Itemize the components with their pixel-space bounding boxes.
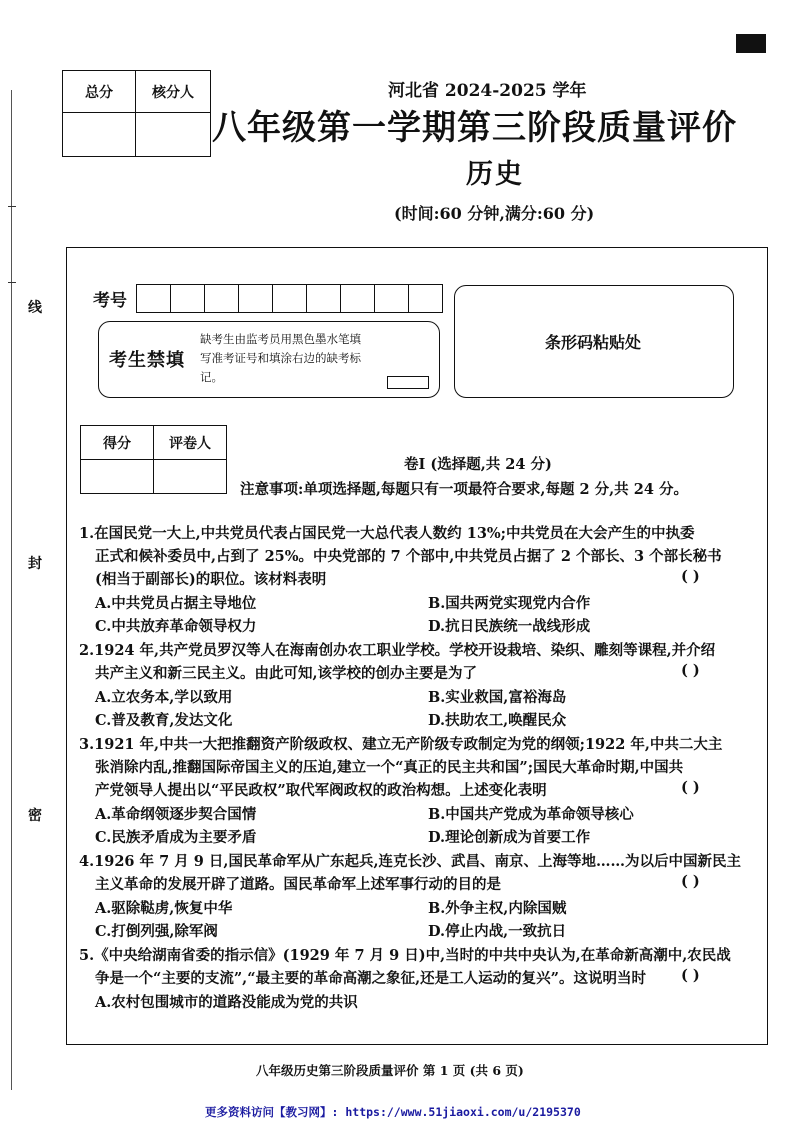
answer-paren[interactable]: ( ) bbox=[681, 779, 700, 796]
barcode-label: 条形码粘贴处 bbox=[545, 333, 642, 352]
answer-paren[interactable]: ( ) bbox=[681, 662, 700, 679]
total-score-table bbox=[62, 70, 211, 157]
option-b: B.国共两党实现党内合作 bbox=[428, 595, 591, 612]
binding-char-xian: 线 bbox=[28, 300, 42, 316]
binding-dash bbox=[8, 282, 16, 283]
question-line: 4.1926 年 7 月 9 日,国民革命军从广东起兵,连克长沙、武昌、南京、上海等地……为以后中国新民主 bbox=[79, 853, 742, 870]
section-score-table bbox=[80, 425, 227, 494]
total-score-cell[interactable] bbox=[63, 113, 136, 157]
option-c: C.民族矛盾成为主要矛盾 bbox=[95, 829, 257, 846]
section-score-cell[interactable] bbox=[81, 460, 154, 494]
option-d: D.理论创新成为首要工作 bbox=[428, 829, 591, 846]
option-b: B.外争主权,内除国贼 bbox=[428, 900, 567, 917]
option-d: D.停止内战,一致抗日 bbox=[428, 923, 567, 940]
exam-number-box[interactable] bbox=[238, 284, 273, 313]
option-a: A.革命纲领逐步契合国情 bbox=[95, 806, 257, 823]
binding-dash bbox=[8, 206, 16, 207]
resource-url[interactable]: 更多资料访问【教习网】: https://www.51jiaoxi.com/u/2195370 bbox=[205, 1105, 581, 1119]
exam-number-label: 考号 bbox=[93, 291, 127, 311]
page-footer: 八年级历史第三阶段质量评价 第 1 页 (共 6 页) bbox=[256, 1063, 524, 1078]
option-b: B.中国共产党成为革命领导核心 bbox=[428, 806, 634, 823]
absence-mark-box[interactable] bbox=[387, 376, 429, 389]
option-a: A.中共党员占据主导地位 bbox=[95, 595, 257, 612]
section-grader-cell[interactable] bbox=[154, 460, 227, 494]
option-b: B.实业救国,富裕海岛 bbox=[428, 689, 567, 706]
question-line: 2.1924 年,共产党员罗汉等人在海南创办农工职业学校。学校开设栽培、染织、雕刻等课程,并介绍 bbox=[79, 642, 716, 659]
binding-char-feng: 封 bbox=[28, 556, 42, 572]
registration-mark bbox=[736, 34, 766, 53]
question-line: 产党领导人提出以“平民政权”取代军阀政权的政治构想。上述变化表明 bbox=[95, 782, 547, 799]
option-a: A.立农务本,学以致用 bbox=[95, 689, 233, 706]
answer-paren[interactable]: ( ) bbox=[681, 568, 700, 585]
question-line: 共产主义和新三民主义。由此可知,该学校的创办主要是为了 bbox=[95, 665, 478, 682]
exam-number-box[interactable] bbox=[272, 284, 307, 313]
forbidden-fill-title: 考生禁填 bbox=[109, 350, 185, 371]
option-d: D.抗日民族统一战线形成 bbox=[428, 618, 591, 635]
question-line: 3.1921 年,中共一大把推翻资产阶级政权、建立无产阶级专政制定为党的纲领;1922 年,中共二大主 bbox=[79, 736, 723, 753]
section-grader-header: 评卷人 bbox=[154, 426, 227, 460]
exam-number-box[interactable] bbox=[408, 284, 443, 313]
question-line: 主义革命的发展开辟了道路。国民革命军上述军事行动的目的是 bbox=[95, 876, 501, 893]
exam-number-box[interactable] bbox=[204, 284, 239, 313]
exam-year: 河北省 2024-2025 学年 bbox=[388, 81, 587, 101]
section-heading: 卷Ⅰ (选择题,共 24 分) bbox=[404, 456, 552, 473]
answer-paren[interactable]: ( ) bbox=[681, 873, 700, 890]
exam-number-box[interactable] bbox=[340, 284, 375, 313]
option-a: A.驱除鞑虏,恢复中华 bbox=[95, 900, 233, 917]
question-line: 正式和候补委员中,占到了 25%。中央党部的 7 个部中,中共党员占据了 2 个部长、3 个部长秘书 bbox=[95, 548, 722, 565]
option-d: D.扶助农工,唤醒民众 bbox=[428, 712, 567, 729]
exam-number-box[interactable] bbox=[170, 284, 205, 313]
question-line: 争是一个“主要的支流”,“最主要的革命高潮之象征,还是工人运动的复兴”。这说明当时 bbox=[95, 970, 646, 987]
total-score-header: 总分 bbox=[63, 71, 136, 113]
exam-title: 八年级第一学期第三阶段质量评价 bbox=[212, 108, 737, 148]
exam-subject: 历史 bbox=[466, 159, 524, 190]
exam-time-info: (时间:60 分钟,满分:60 分) bbox=[394, 204, 595, 223]
exam-number-box[interactable] bbox=[136, 284, 171, 313]
option-c: C.中共放弃革命领导权力 bbox=[95, 618, 257, 635]
exam-number-boxes[interactable] bbox=[137, 284, 443, 313]
binding-char-mi: 密 bbox=[28, 808, 42, 824]
exam-number-box[interactable] bbox=[374, 284, 409, 313]
forbidden-fill-note: 缺考生由监考员用黑色墨水笔填写准考证号和填涂右边的缺考标记。 bbox=[200, 332, 361, 384]
question-line: 1.在国民党一大上,中共党员代表占国民党一大总代表人数约 13%;中共党员在大会产生的中执委 bbox=[79, 525, 695, 542]
grader-header: 核分人 bbox=[136, 71, 211, 113]
option-c: C.打倒列强,除军阀 bbox=[95, 923, 218, 940]
section-score-header: 得分 bbox=[81, 426, 154, 460]
section-notice: 注意事项:单项选择题,每题只有一项最符合要求,每题 2 分,共 24 分。 bbox=[240, 481, 688, 498]
question-line: (相当于副部长)的职位。该材料表明 bbox=[95, 571, 327, 588]
option-c: C.普及教育,发达文化 bbox=[95, 712, 233, 729]
binding-line bbox=[11, 90, 12, 1090]
answer-paren[interactable]: ( ) bbox=[681, 967, 700, 984]
exam-number-box[interactable] bbox=[306, 284, 341, 313]
question-line: 5.《中央给湖南省委的指示信》(1929 年 7 月 9 日)中,当时的中共中央认为,在革命新高潮中,农民战 bbox=[79, 947, 731, 964]
option-a: A.农村包围城市的道路没能成为党的共识 bbox=[95, 994, 358, 1011]
question-line: 张消除内乱,推翻国际帝国主义的压迫,建立一个“真正的民主共和国”;国民大革命时期,中国共 bbox=[95, 759, 684, 776]
grader-cell[interactable] bbox=[136, 113, 211, 157]
